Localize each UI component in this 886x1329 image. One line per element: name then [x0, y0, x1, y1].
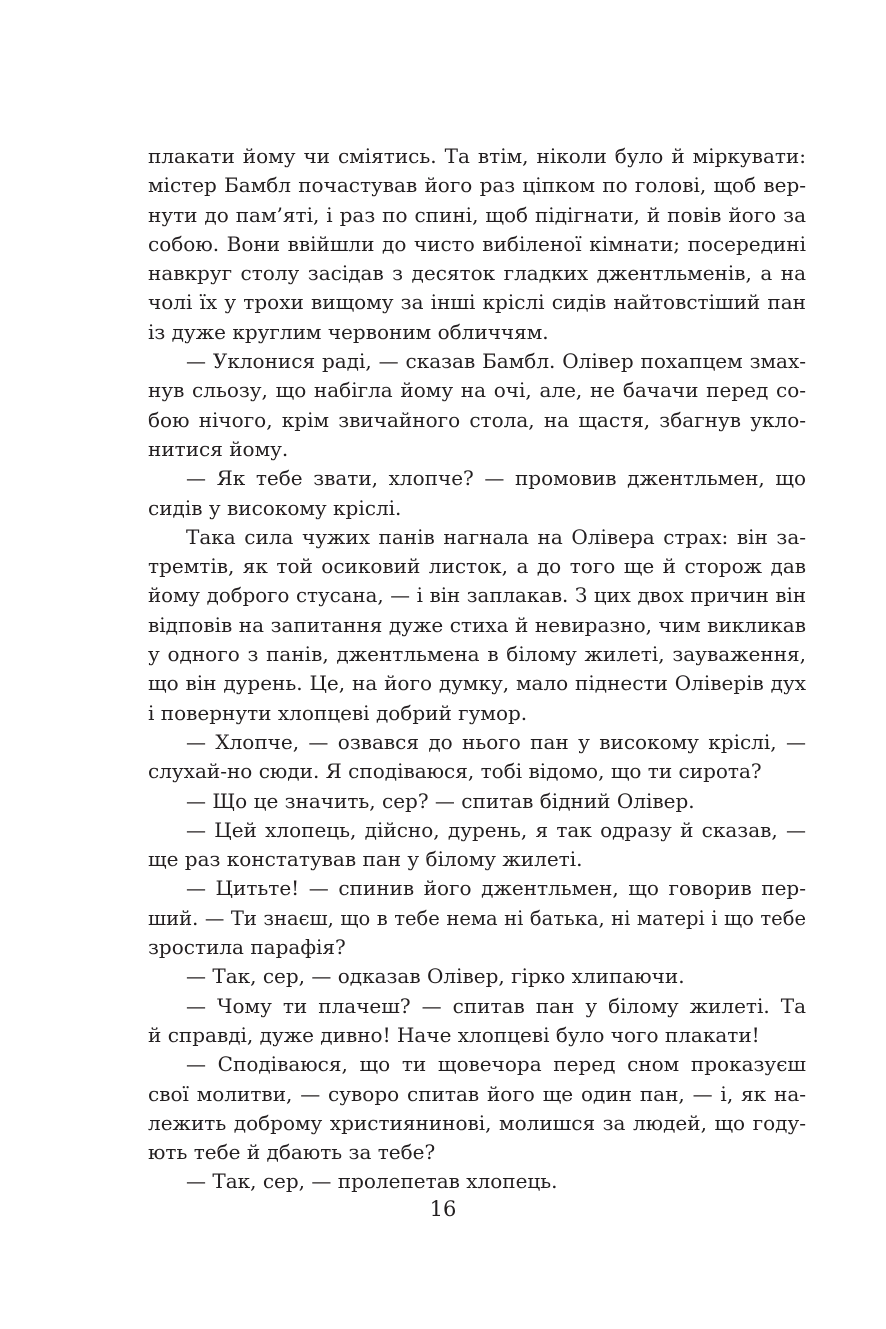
text-line: — Уклонися раді, — сказав Бамбл. Олівер похапцем змах-	[186, 349, 806, 374]
text-line: свої молитви, — суворо спитав його ще один пан, — і, як на-	[148, 1081, 806, 1106]
text-line: містер Бамбл почастував його раз ціпком по голові, щоб вер-	[148, 173, 806, 198]
text-line: ще раз констатував пан у білому жилеті.	[148, 847, 583, 872]
text-line: — Так, сер, — одказав Олівер, гірко хлипаючи.	[186, 964, 685, 989]
text-line: нув сльозу, що набігла йому на очі, але, не бачачи перед со-	[148, 378, 806, 403]
text-line: — Хлопче, — озвався до нього пан у високому кріслі, —	[186, 729, 806, 754]
text-line: бою нічого, крім звичайного стола, на щастя, збагнув укло-	[148, 407, 806, 432]
text-line: — Цей хлопець, дійсно, дурень, я так одразу й сказав, —	[186, 817, 806, 842]
text-line: й справді, дуже дивно! Наче хлопцеві було чого плакати!	[148, 1022, 760, 1047]
text-line: нути до пам’яті, і раз по спині, щоб підігнати, й повів його за	[148, 202, 806, 227]
text-line: Така сила чужих панів нагнала на Олівера страх: він за-	[186, 524, 806, 549]
text-line: плакати йому чи сміятись. Та втім, ніколи було й міркувати:	[148, 144, 806, 168]
text-line: у одного з панів, джентльмена в білому жилеті, зауваження,	[148, 642, 806, 667]
text-line: що він дурень. Це, на його думку, мало піднести Оліверів дух	[148, 671, 806, 696]
text-line: тремтів, як той осиковий листок, а до того ще й сторож дав	[148, 554, 806, 579]
body-text	[148, 142, 806, 1197]
text-line: зростила парафія?	[148, 935, 346, 960]
text-line: — Цитьте! — спинив його джентльмен, що говорив пер-	[186, 876, 806, 901]
text-line: ший. — Ти знаєш, що в тебе нема ні батька, ні матері і що тебе	[148, 906, 806, 930]
text-line: із дуже круглим червоним обличчям.	[148, 319, 549, 344]
text-line: ють тебе й дбають за тебе?	[148, 1140, 436, 1165]
text-line: відповів на запитання дуже стиха й невиразно, чим викликав	[148, 612, 806, 637]
page-number: 16	[429, 1197, 457, 1221]
text-line: навкруг столу засідав з десяток гладких джентльменів, а на	[148, 261, 806, 286]
text-line: сидів у високому кріслі.	[148, 495, 402, 520]
text-line: — Що це значить, сер? — спитав бідний Олівер.	[186, 788, 695, 813]
text-line: лежить доброму християнинові, молишся за людей, що году-	[148, 1110, 806, 1135]
text-line: — Так, сер, — пролепетав хлопець.	[186, 1169, 558, 1194]
text-line: чолі їх у трохи вищому за інші кріслі сидів найтовстіший пан	[148, 290, 806, 315]
text-line: і повернути хлопцеві добрий гумор.	[148, 700, 528, 725]
text-line: — Чому ти плачеш? — спитав пан у білому жилеті. Та	[186, 993, 806, 1018]
text-line: нитися йому.	[148, 436, 289, 461]
text-line: — Як тебе звати, хлопче? — промовив джентльмен, що	[186, 466, 806, 491]
text-line: — Сподіваюся, що ти щовечора перед сном проказуєш	[186, 1052, 806, 1077]
text-line: слухай-но сюди. Я сподіваюся, тобі відомо, що ти сирота?	[148, 759, 762, 784]
text-line: йому доброго стусана, — і він заплакав. З цих двох причин він	[148, 584, 806, 608]
text-line: собою. Вони ввійшли до чисто вибіленої кімнати; посередині	[148, 231, 806, 256]
